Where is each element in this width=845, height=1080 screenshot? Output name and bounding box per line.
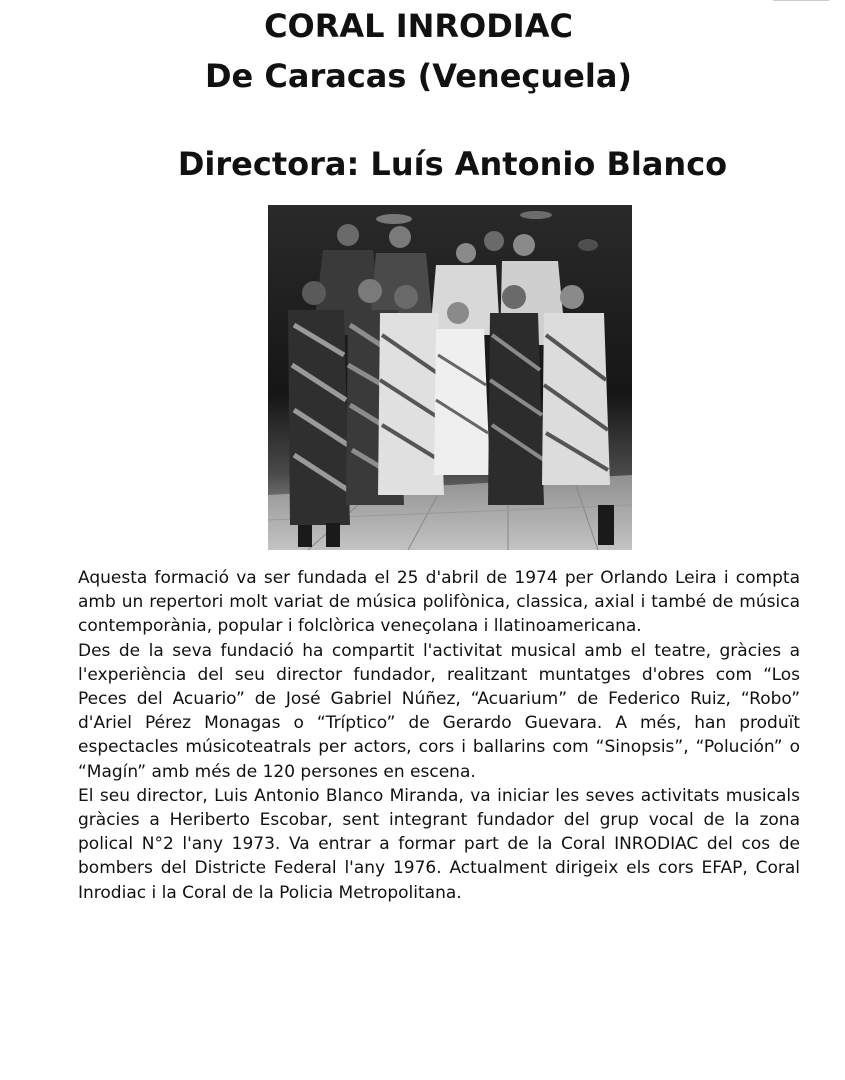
director-heading: Directora: Luís Antonio Blanco — [177, 145, 728, 183]
article-body — [78, 566, 800, 905]
paragraph-1: Aquesta formació va ser fundada el 25 d'abril de 1974 per Orlando Leira i compta amb un repertori molt variat de música polifònica, classica, axial i també de música contemporània, popular i folclòrica veneçolana i llatinoamericana. — [78, 568, 800, 637]
paragraph-2: Des de la seva fundació ha compartit l'activitat musical amb el teatre, gràcies a l'experiència del seu director fundador, realitzant muntatges d'obres com “Los Peces del Acuario” de José Gabriel Núñez, “Acuarium” de Federico Ruiz, “Robo” d'Ariel Pérez Monagas o “Tríptico” de Gerardo Guevara. A més, han produït espectacles músicoteatrals per actors, cors i ballarins com “Sinopsis”, “Polución” o “Magín” amb més de 120 persones en escena. — [78, 640, 800, 782]
page-title: CORAL INRODIAC — [264, 7, 573, 45]
choir-photo-graphic — [268, 205, 632, 550]
page-subtitle: De Caracas (Veneçuela) — [204, 57, 633, 95]
choir-photo — [268, 205, 632, 550]
paragraph-3: El seu director, Luis Antonio Blanco Miranda, va iniciar les seves activitats musicals gràcies a Heriberto Escobar, sent integrant fundador del grup vocal de la zona polical N°2 l'any 1973. Va entrar a formar part de la Coral INRODIAC del cos de bombers del Districte Federal l'any 1976. Actualment dirigeix els cors EFAP, Coral Inrodiac i la Coral de la Policia Metropolitana. — [78, 785, 800, 903]
scan-edge-line — [773, 0, 829, 1]
